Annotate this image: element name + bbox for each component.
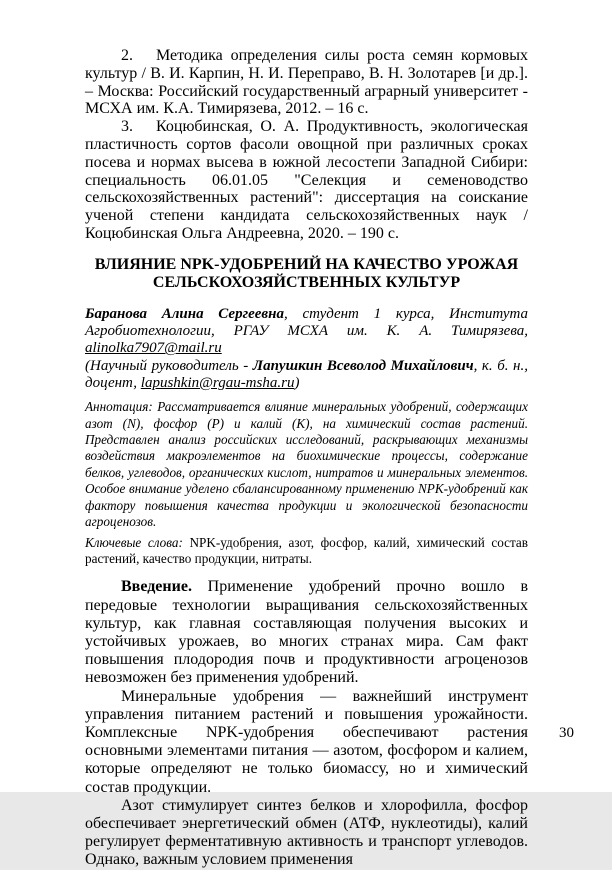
advisor-degree: , к. б. н., доцент, — [85, 357, 528, 391]
advisor-email-link[interactable]: lapushkin@rgau-msha.ru — [140, 374, 295, 391]
page-number: 30 — [559, 725, 574, 741]
paragraph-text: Азот стимулирует синтез белков и хлорофилла, фосфор обеспечивает энергетический обмен (АТФ, нуклеотиды), калий регулирует ферментативную активность и транспорт углеводов. Однако, важным условием применения — [85, 796, 528, 869]
author-line — [85, 306, 528, 358]
advisor-name: Лапушкин Всеволод Михайлович — [252, 357, 474, 374]
body-paragraph — [85, 797, 528, 870]
article-title-line1: ВЛИЯНИЕ NPK-УДОБРЕНИЙ НА КАЧЕСТВО УРОЖАЯ — [94, 255, 519, 273]
text-block — [85, 47, 528, 870]
reference-number: 2. — [121, 47, 133, 64]
paragraph-text: Минеральные удобрения — важнейший инструмент управления питанием растений и повышения урожайности. Комплексные NPK-удобрения обеспечивают растения основными элементами питания — азотом, фосфором и калием, которые определяют не только биомассу, но и химический состав продукции. — [85, 687, 528, 796]
reference-text: Методика определения силы роста семян кормовых культур / В. И. Карпин, Н. И. Переправо, В. Н. Золотарев [и др.]. – Москва: Российский государственный аграрный университет - МСХА им. К.А. Тимирязева, 2012. – 16 с. — [85, 47, 528, 118]
keywords-paragraph — [85, 535, 528, 568]
advisor-prefix: (Научный руководитель - — [85, 357, 253, 374]
advisor-line — [85, 358, 528, 393]
reference-number: 3. — [121, 118, 133, 136]
reference-text: Коцюбинская, О. А. Продуктивность, экологическая пластичность сортов фасоли овощной при различных сроках посева и нормах высева в южной лесостепи Западной Сибири: специальность 06.01.05 "Селекция и семеноводство сельскохозяйственных растений": диссертация на соискание ученой степени кандидата сельскохозяйственных наук / Коцюбинская Ольга Андреевна, 2020. – 190 с. — [85, 118, 528, 242]
advisor-close-paren: ) — [294, 374, 300, 391]
author-email-link[interactable]: alinolka7907@mail.ru — [85, 340, 222, 357]
reference-item — [85, 47, 528, 118]
abstract-paragraph — [85, 399, 528, 530]
keywords-label: Ключевые слова: — [85, 534, 183, 550]
paragraph-text: Применение удобрений прочно вошло в передовые технологии выращивания сельскохозяйственных культур, как главная составляющая получения высоких и устойчивых урожаев, во многих странах мира. Сам факт повышения плодородия почв и продуктивности агроценозов невозможен без применения удобрений. — [85, 578, 528, 687]
author-affiliation: , студент 1 курса, Института Агробиотехнологии, РГАУ МСХА им. К. А. Тимирязева, — [85, 305, 529, 340]
abstract-text: Рассматривается влияние минеральных удобрений, содержащих азот (N), фосфор (Р) и калий (К), на химический состав растений. Представлен анализ российских исследований, раскрывающих механизмы воздействия макроэлементов на биохимические процессы, содержание белков, углеводов, органических кислот, нитратов и минеральных элементов. Особое внимание уделено сбалансированному применению NPK-удобрений как фактору повышения качества продукции и экологической безопасности агроценозов. — [85, 399, 528, 530]
reference-item — [85, 118, 528, 243]
author-name: Баранова Алина Сергеевна — [85, 305, 284, 322]
introduction-lead: Введение. — [121, 578, 192, 596]
abstract-label: Аннотация: — [85, 399, 153, 415]
article-title — [85, 256, 528, 292]
keywords-text: NPK-удобрения, азот, фосфор, калий, химический состав растений, качество продукции, нитраты. — [85, 534, 528, 566]
body-paragraph — [85, 688, 528, 797]
body-paragraph-introduction — [85, 578, 528, 687]
article-title-line2: СЕЛЬСКОХОЗЯЙСТВЕННЫХ КУЛЬТУР — [152, 273, 461, 291]
